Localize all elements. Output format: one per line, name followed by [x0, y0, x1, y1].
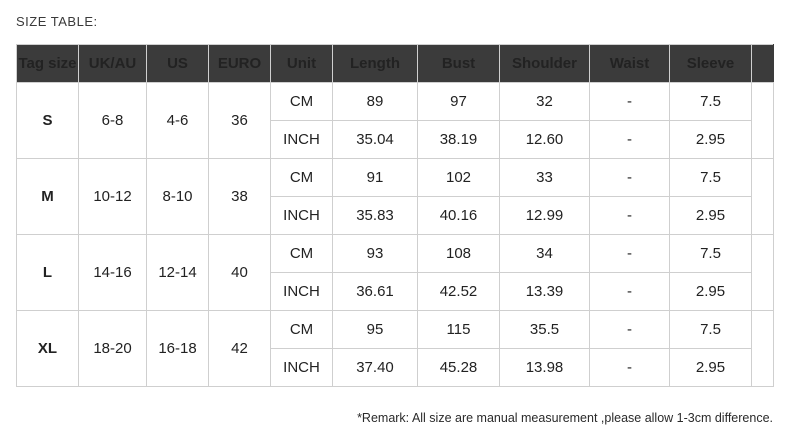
- column-header-shoulder: Shoulder: [500, 45, 590, 83]
- cell-length: 36.61: [333, 273, 418, 311]
- cell-length: 91: [333, 159, 418, 197]
- table-row: [17, 83, 774, 121]
- cell-us: 4-6: [147, 83, 209, 159]
- column-header-length: Length: [333, 45, 418, 83]
- cell-bust: 108: [418, 235, 500, 273]
- cell-unit: INCH: [271, 121, 333, 159]
- cell-bust: 97: [418, 83, 500, 121]
- cell-uk-au: 6-8: [79, 83, 147, 159]
- cell-uk-au: 10-12: [79, 159, 147, 235]
- cell-unit: CM: [271, 83, 333, 121]
- page-title: SIZE TABLE:: [16, 14, 98, 29]
- table-row: [17, 311, 774, 349]
- cell-length: 37.40: [333, 349, 418, 387]
- cell-waist: -: [590, 159, 670, 197]
- cell-bust: 102: [418, 159, 500, 197]
- cell-waist: -: [590, 273, 670, 311]
- table-row: [17, 235, 774, 273]
- cell-shoulder: 12.60: [500, 121, 590, 159]
- cell-shoulder: 35.5: [500, 311, 590, 349]
- cell-euro: 42: [209, 311, 271, 387]
- cell-bust: 42.52: [418, 273, 500, 311]
- column-header-spacer: [752, 45, 774, 83]
- cell-waist: -: [590, 311, 670, 349]
- cell-length: 95: [333, 311, 418, 349]
- cell-shoulder: 32: [500, 83, 590, 121]
- cell-bust: 38.19: [418, 121, 500, 159]
- cell-unit: CM: [271, 235, 333, 273]
- cell-sleeve: 7.5: [670, 311, 752, 349]
- column-header-tag-size: Tag size: [17, 45, 79, 83]
- cell-unit: INCH: [271, 273, 333, 311]
- cell-waist: -: [590, 121, 670, 159]
- cell-us: 12-14: [147, 235, 209, 311]
- table-header-row: [17, 45, 774, 83]
- cell-spacer: [752, 159, 774, 235]
- cell-waist: -: [590, 83, 670, 121]
- cell-spacer: [752, 83, 774, 159]
- cell-sleeve: 7.5: [670, 235, 752, 273]
- cell-length: 89: [333, 83, 418, 121]
- column-header-euro: EURO: [209, 45, 271, 83]
- cell-sleeve: 2.95: [670, 349, 752, 387]
- cell-length: 35.04: [333, 121, 418, 159]
- cell-shoulder: 34: [500, 235, 590, 273]
- cell-us: 8-10: [147, 159, 209, 235]
- cell-spacer: [752, 311, 774, 387]
- cell-tag-size: XL: [17, 311, 79, 387]
- cell-waist: -: [590, 349, 670, 387]
- cell-shoulder: 33: [500, 159, 590, 197]
- cell-tag-size: M: [17, 159, 79, 235]
- cell-bust: 40.16: [418, 197, 500, 235]
- cell-length: 35.83: [333, 197, 418, 235]
- cell-unit: INCH: [271, 197, 333, 235]
- table-row: [17, 159, 774, 197]
- cell-sleeve: 2.95: [670, 121, 752, 159]
- cell-us: 16-18: [147, 311, 209, 387]
- cell-waist: -: [590, 197, 670, 235]
- cell-bust: 45.28: [418, 349, 500, 387]
- cell-unit: CM: [271, 311, 333, 349]
- cell-spacer: [752, 235, 774, 311]
- cell-uk-au: 18-20: [79, 311, 147, 387]
- column-header-bust: Bust: [418, 45, 500, 83]
- column-header-uk-au: UK/AU: [79, 45, 147, 83]
- cell-waist: -: [590, 235, 670, 273]
- cell-shoulder: 12.99: [500, 197, 590, 235]
- cell-sleeve: 7.5: [670, 159, 752, 197]
- size-table: [16, 44, 774, 387]
- cell-euro: 36: [209, 83, 271, 159]
- column-header-us: US: [147, 45, 209, 83]
- cell-sleeve: 2.95: [670, 273, 752, 311]
- remark-text: *Remark: All size are manual measurement ,please allow 1-3cm difference.: [357, 411, 773, 425]
- cell-length: 93: [333, 235, 418, 273]
- cell-shoulder: 13.39: [500, 273, 590, 311]
- column-header-sleeve: Sleeve: [670, 45, 752, 83]
- cell-uk-au: 14-16: [79, 235, 147, 311]
- column-header-waist: Waist: [590, 45, 670, 83]
- cell-unit: INCH: [271, 349, 333, 387]
- cell-sleeve: 7.5: [670, 83, 752, 121]
- cell-unit: CM: [271, 159, 333, 197]
- cell-bust: 115: [418, 311, 500, 349]
- cell-euro: 40: [209, 235, 271, 311]
- cell-euro: 38: [209, 159, 271, 235]
- column-header-unit: Unit: [271, 45, 333, 83]
- cell-shoulder: 13.98: [500, 349, 590, 387]
- cell-sleeve: 2.95: [670, 197, 752, 235]
- cell-tag-size: S: [17, 83, 79, 159]
- cell-tag-size: L: [17, 235, 79, 311]
